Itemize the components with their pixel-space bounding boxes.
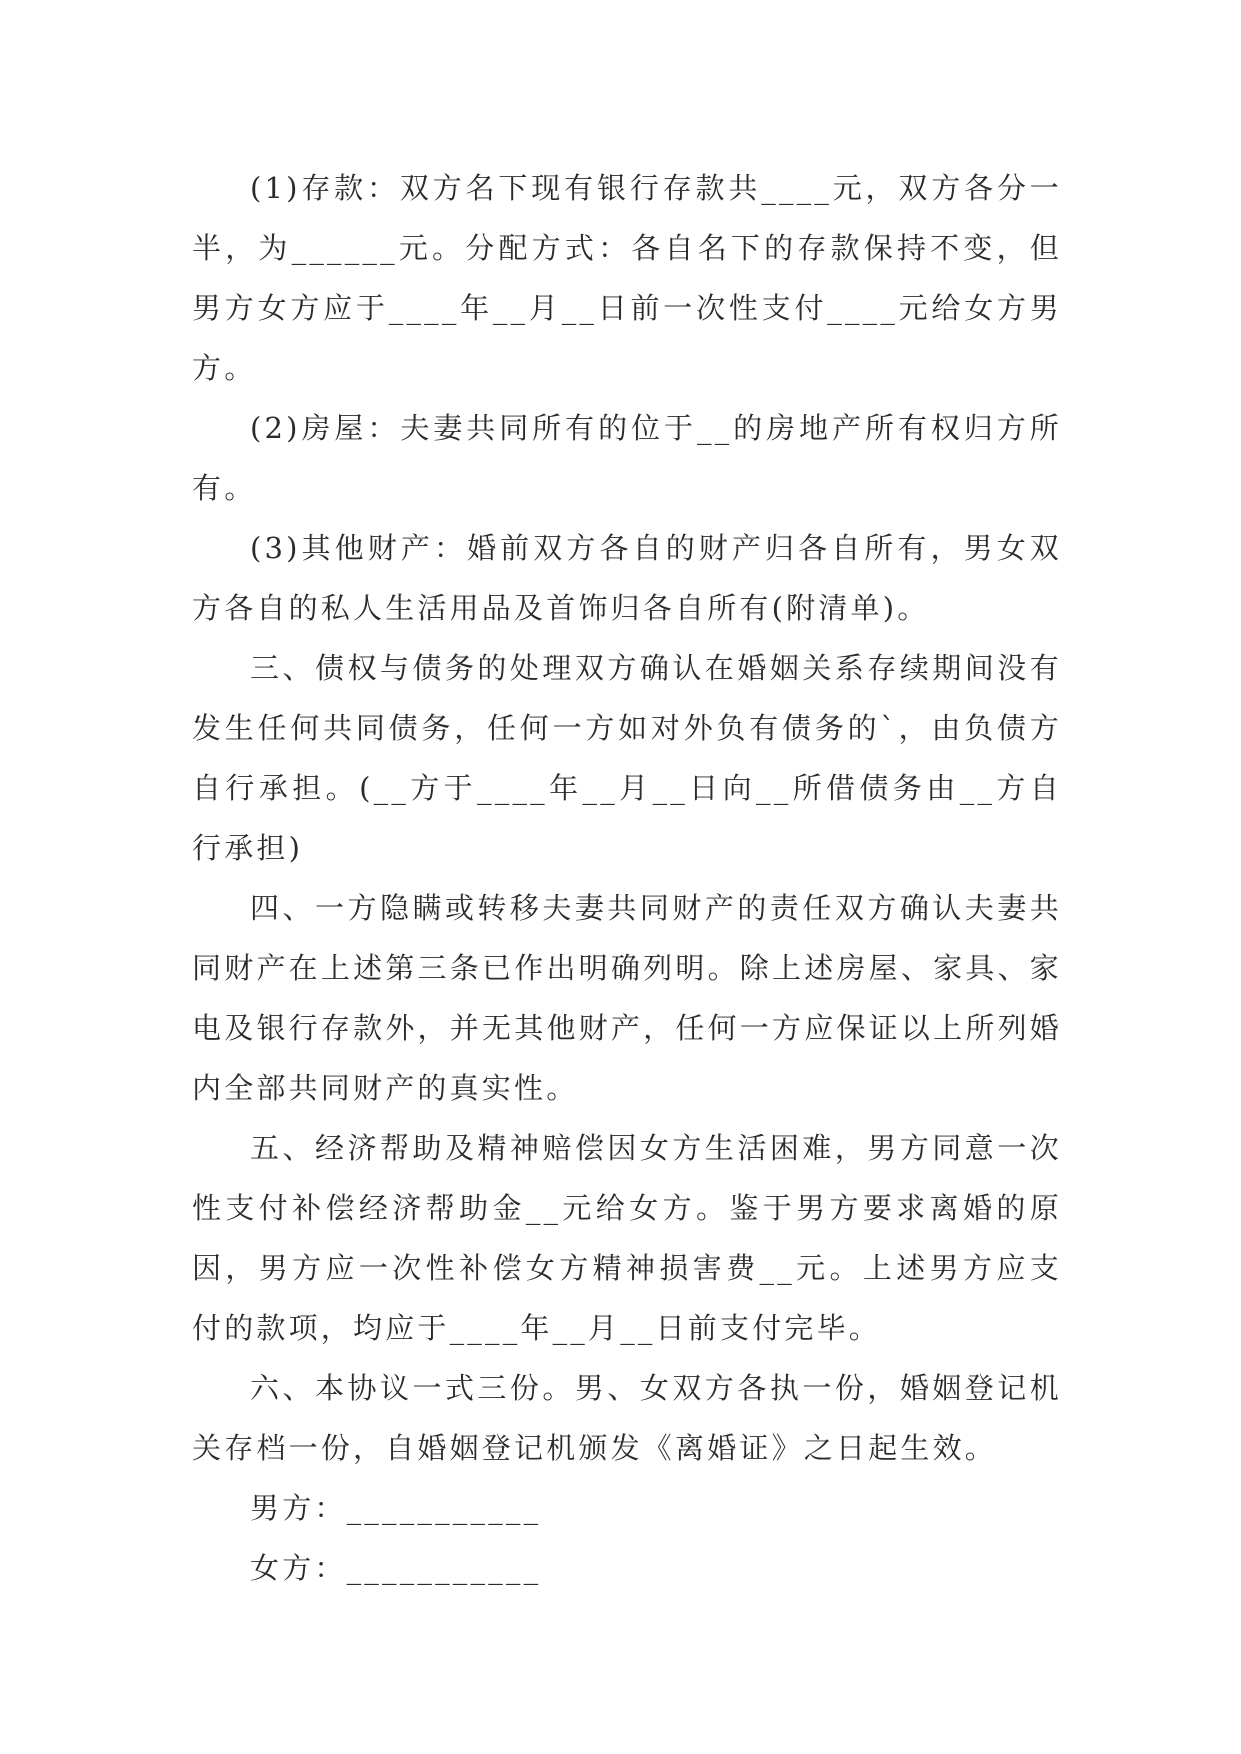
paragraph-copies: 六、本协议一式三份。男、女双方各执一份，婚姻登记机关存档一份，自婚姻登记机颁发《离婚证》之日起生效。	[192, 1371, 1062, 1465]
paragraph-compensation: 五、经济帮助及精神赔偿因女方生活困难，男方同意一次性支付补偿经济帮助金__元给女方。鉴于男方要求离婚的原因，男方应一次性补偿女方精神损害费__元。上述男方应支付的款项，均应于____年__月__日前支付完毕。	[192, 1131, 1062, 1345]
paragraph-house: (2)房屋：夫妻共同所有的位于__的房地产所有权归方所有。	[192, 411, 1062, 505]
paragraph-concealment: 四、一方隐瞒或转移夫妻共同财产的责任双方确认夫妻共同财产在上述第三条已作出明确列明。除上述房屋、家具、家电及银行存款外，并无其他财产，任何一方应保证以上所列婚内全部共同财产的真实性。	[192, 891, 1062, 1105]
signature-male: 男方：___________	[250, 1491, 542, 1525]
paragraph-other-property: (3)其他财产：婚前双方各自的财产归各自所有，男女双方各自的私人生活用品及首饰归各自所有(附清单)。	[192, 531, 1062, 625]
paragraph-debts: 三、债权与债务的处理双方确认在婚姻关系存续期间没有发生任何共同债务，任何一方如对外负有债务的`，由负债方自行承担。(__方于____年__月__日向__所借债务由__方自行承担)	[192, 651, 1062, 865]
paragraph-deposits: (1)存款：双方名下现有银行存款共____元，双方各分一半，为______元。分配方式：各自名下的存款保持不变，但男方女方应于____年__月__日前一次性支付____元给女方男方。	[192, 171, 1062, 385]
signature-female: 女方：___________	[250, 1551, 542, 1585]
document-body	[192, 158, 1062, 1598]
